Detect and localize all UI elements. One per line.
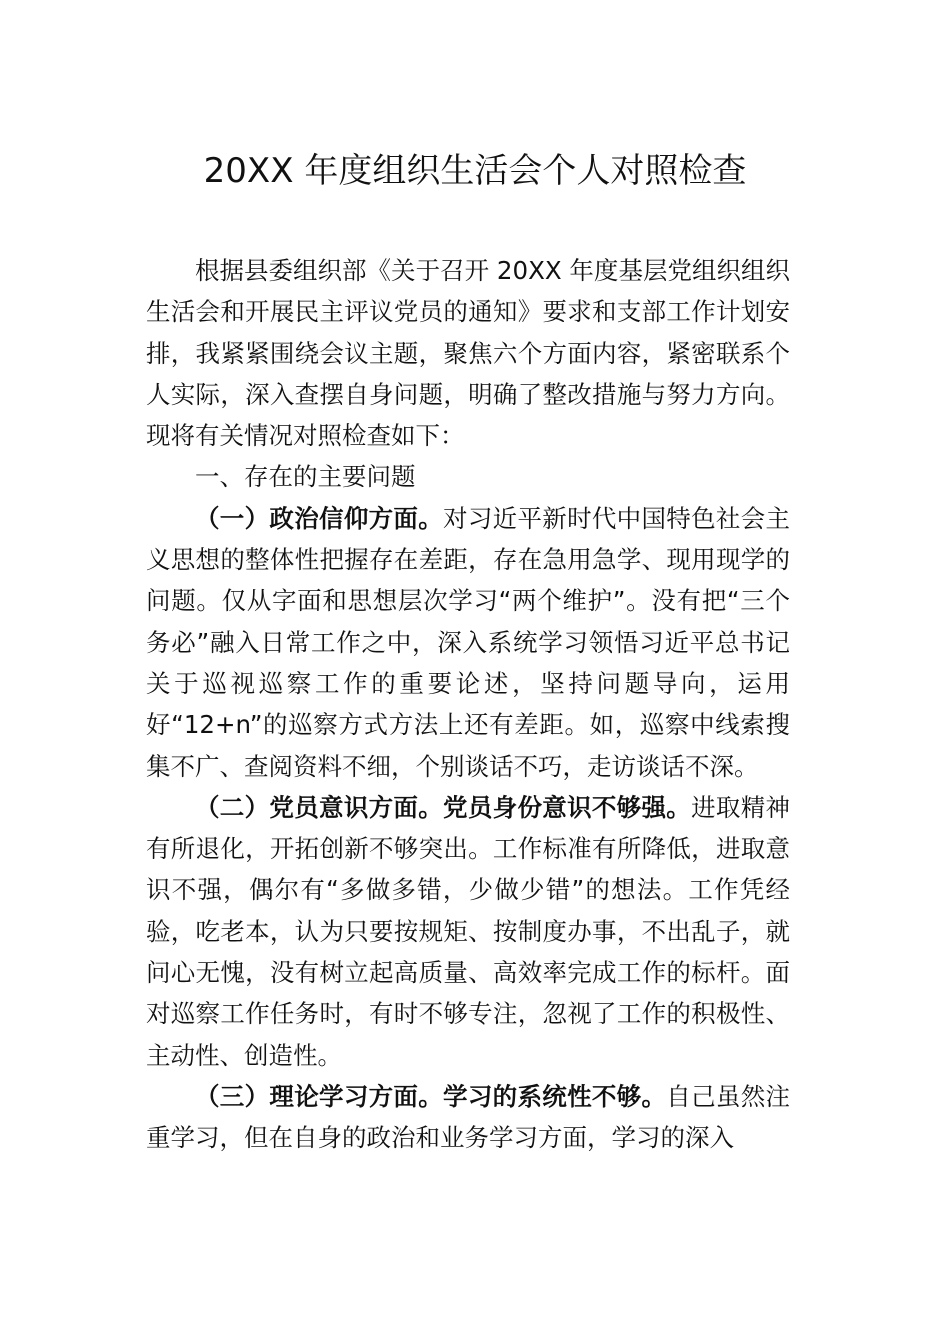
intro-paragraph: 根据县委组织部《关于召开 20XX 年度基层党组织组织生活会和开展民主评议党员的通知》要求和支部工作计划安排，我紧紧围绕会议主题，聚焦六个方面内容，紧密联系个人实际，深入查摆自身问题，明确了整改措施与努力方向。现将有关情况对照检查如下： <box>146 256 790 451</box>
item-heading-theory-study: （三）理论学习方面。学习的系统性不够。 <box>195 1081 667 1111</box>
item-text-theory-study: 自己虽然注重学习，但在自身的政治和业务学习方面，学习的深入 <box>146 1081 790 1153</box>
item-paragraph-party-awareness <box>146 787 790 1076</box>
section-heading-problems: 一、存在的主要问题 <box>195 462 416 492</box>
item-heading-political-belief: （一）政治信仰方面。 <box>195 503 444 533</box>
document-body <box>146 250 790 1159</box>
item-text-political-belief: 对习近平新时代中国特色社会主义思想的整体性把握存在差距，存在急用急学、现用现学的问题。仅从字面和思想层次学习“两个维护”。没有把“三个务必”融入日常工作之中，深入系统学习领悟习近平总书记关于巡视巡察工作的重要论述，坚持问题导向，运用好“12+n”的巡察方式方法上还有差距。如，巡察中线索搜集不广、查阅资料不细，个别谈话不巧，走访谈话不深。 <box>146 503 791 781</box>
item-paragraph-theory-study <box>146 1076 790 1159</box>
item-text-party-awareness: 进取精神有所退化，开拓创新不够突出。工作标准有所降低，进取意识不强，偶尔有“多做多错，少做少错”的想法。工作凭经验，吃老本，认为只要按规矩、按制度办事，不出乱子，就问心无愧，没有树立起高质量、高效率完成工作的标杆。面对巡察工作任务时，有时不够专注，忽视了工作的积极性、主动性、创造性。 <box>146 792 791 1070</box>
document-title: 20XX 年度组织生活会个人对照检查 <box>203 151 747 191</box>
item-heading-party-awareness: （二）党员意识方面。党员身份意识不够强。 <box>195 792 692 822</box>
item-paragraph-political-belief <box>146 498 790 787</box>
